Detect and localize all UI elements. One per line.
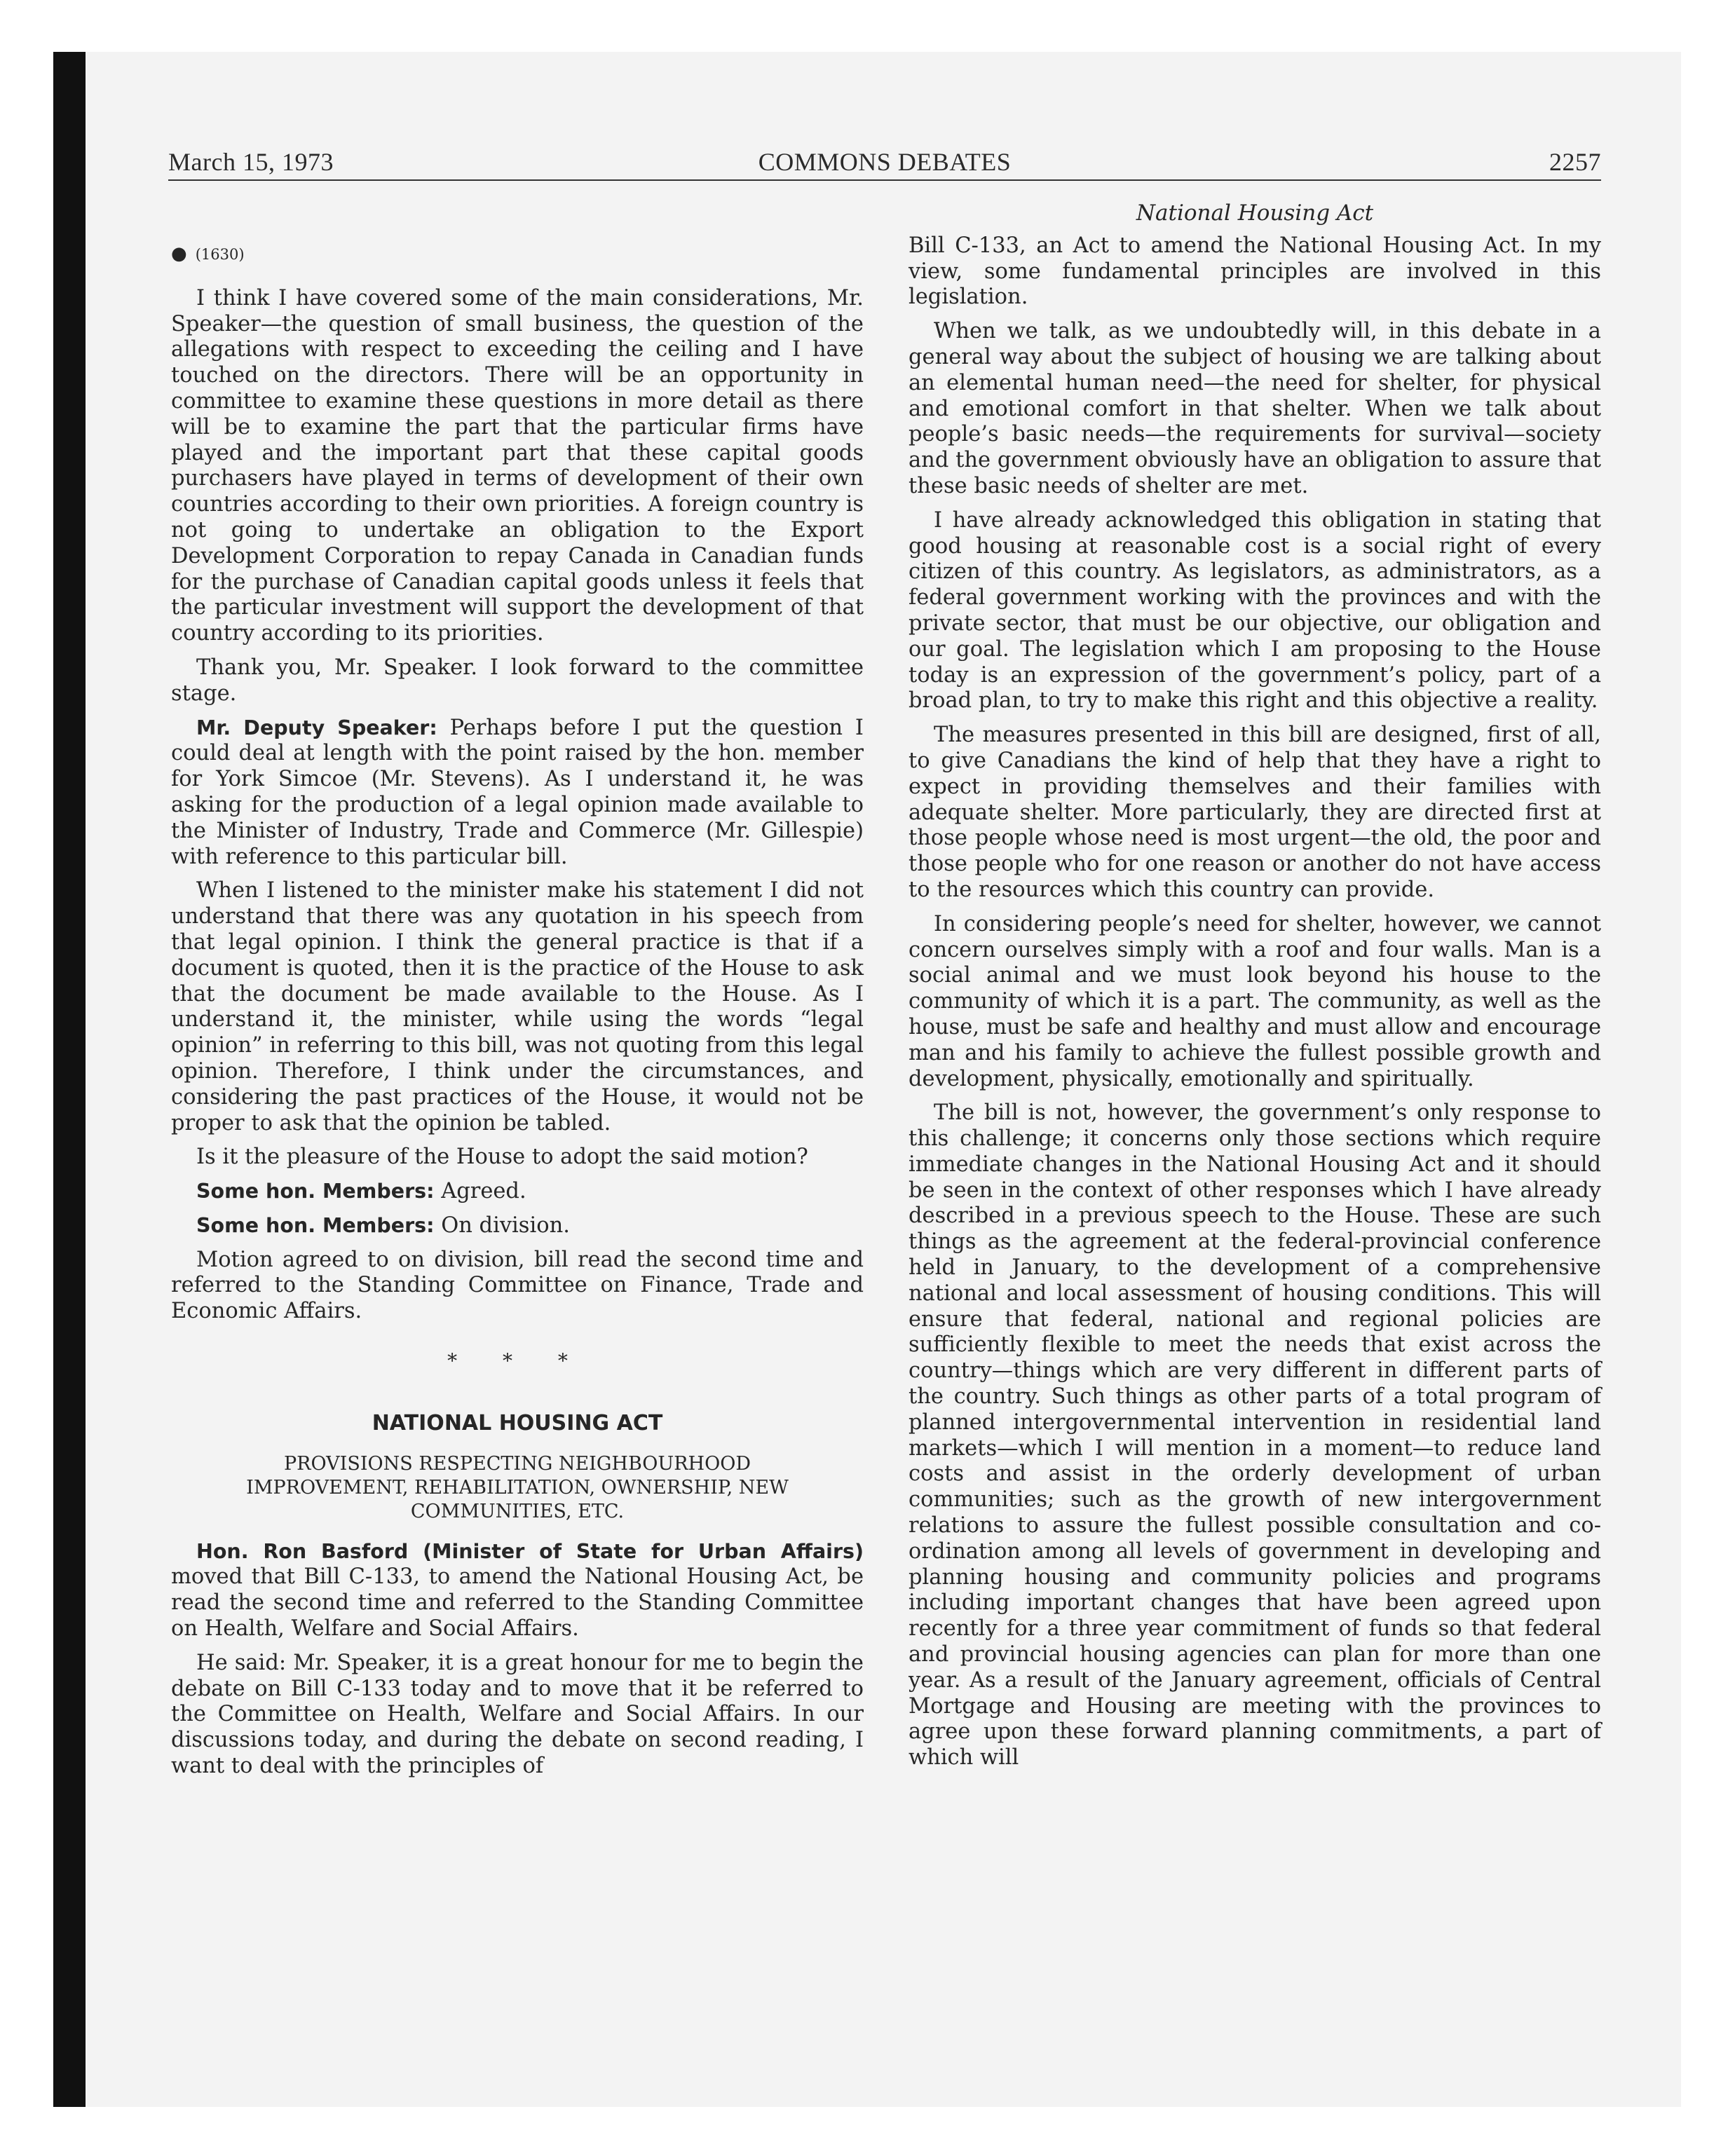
paragraph: Motion agreed to on division, bill read the second time and referred to the Standing Committee on Finance, Trade and Economic Affairs. (171, 1247, 864, 1324)
paragraph: In considering people’s need for shelter, however, we cannot concern ourselves simply with a roof and four walls. Man is a social animal and we must look beyond his house to the community of which it is a part. The community, as well as the house, must be safe and healthy and must allow and encourage man and his family to achieve the fullest possible growth and development, physically, emotionally and spiritually. (909, 911, 1601, 1091)
paragraph: The measures presented in this bill are designed, first of all, to give Canadians the kind of help that they have a right to expect in providing themselves and their families with adequate shelter. More particularly, they are directed first at those people whose need is most urgent—the old, the poor and those people who for one reason or another do not have access to the resources which this country can provide. (909, 723, 1601, 902)
paragraph: Is it the pleasure of the House to adopt the said motion? (196, 1145, 808, 1170)
paragraph: When I listened to the minister make his statement I did not understand that there was any quotation in his speech from that legal opinion. I think the general practice is that if a document is quoted, then it is the practice of the House to ask that the document be made available to the House. As I understand it, the minister, while using the words “legal opinion” in referring to this bill, was not quoting from this legal opinion. Therefore, I think under the circumstances, and considering the past practices of the House, it would not be proper to ask that the opinion be tabled. (171, 878, 864, 1135)
binding-edge (53, 52, 86, 2107)
section-subtitle: PROVISIONS RESPECTING NEIGHBOURHOOD IMPROVEMENT, REHABILITATION, OWNERSHIP, NEW COMMUNITIES, ETC. (246, 1452, 789, 1522)
bullet-icon: ● (171, 243, 187, 264)
speaker-name: Mr. Deputy Speaker: (196, 716, 437, 739)
page-header (168, 144, 1601, 181)
time-marker (171, 241, 864, 268)
speech-text: moved that Bill C-133, to amend the National Housing Act, be read the second time and referred to the Standing Committee on Health, Welfare and Social Affairs. (171, 1564, 864, 1642)
speech-paragraph (171, 1179, 864, 1205)
paragraph: He said: Mr. Speaker, it is a great honour for me to begin the debate on Bill C-133 today and to move that it be referred to the Committee on Health, Welfare and Social Affairs. In our discussions today, and during the debate on second reading, I want to deal with the principles of (171, 1650, 864, 1779)
paragraph: When we talk, as we undoubtedly will, in this debate in a general way about the subject of housing we are talking about an elemental human need—the need for shelter, for physical and emotional comfort in that shelter. When we talk about people’s basic needs—the requirements for survival—society and the government obviously have an obligation to assure that these basic needs of shelter are met. (909, 319, 1601, 498)
speech-paragraph (171, 716, 864, 871)
section-title: NATIONAL HOUSING ACT (372, 1410, 663, 1435)
paragraph: Thank you, Mr. Speaker. I look forward to the committee stage. (171, 655, 864, 706)
speaker-name: Hon. Ron Basford (Minister of State for Urban Affairs) (196, 1539, 864, 1563)
speech-text: Perhaps before I put the question I could deal at length with the point raised by the hon. member for York Simcoe (Mr. Stevens). As I understand it, he was asking for the production of a legal opinion made available to the Minister of Industry, Trade and Commerce (Mr. Gillespie) with reference to this particular bill. (171, 715, 864, 869)
speaker-name: Some hon. Members: (196, 1180, 435, 1203)
left-column (171, 189, 864, 1788)
speaker-name: Some hon. Members: (196, 1213, 435, 1237)
header-date: March 15, 1973 (168, 148, 334, 176)
paragraph: The bill is not, however, the government’s only response to this challenge; it concerns only those sections which require immediate changes in the National Housing Act and it should be seen in the context of other responses which I have already described in a previous speech to the House. These are such things as the agreement at the federal-provincial conference held in January, to the development of a comprehensive national and local assessment of housing conditions. This will ensure that federal, national and regional policies are sufficiently flexible to meet the needs that exist across the country—things which are very different in different parts of the country. Such things as other parts of a total program of planned intergovernmental intervention in residential land markets—which I will mention in a moment—to reduce land costs and assist in the orderly development of urban communities; such as the growth of new intergovernment relations to assure the fullest possible consultation and co-ordination among all levels of government in developing and planning housing and community policies and programs including important changes that have been agreed upon recently for a three year commitment of funds so that federal and provincial housing agencies can plan for more than one year. As a result of the January agreement, officials of Central Mortgage and Housing are meeting with the provinces to agree upon these forward planning commitments, a part of which will (909, 1100, 1601, 1770)
header-page-number: 2257 (1549, 148, 1601, 176)
speech-text: On division. (441, 1213, 570, 1238)
section-break: * * * (447, 1349, 587, 1373)
speech-text: Agreed. (441, 1179, 526, 1204)
speech-paragraph (171, 1539, 864, 1642)
time-marker-label: (1630) (195, 246, 245, 263)
paragraph: I think I have covered some of the main considerations, Mr. Speaker—the question of small business, the question of the allegations with respect to exceeding the ceiling and I have touched on the directors. There will be an opportunity in committee to examine these questions in more detail as there will be to examine the part that the particular firms have played and the important part that these capital goods purchasers have played in terms of development of their own countries according to their own priorities. A foreign country is not going to undertake an obligation to the Export Development Corporation to repay Canada in Canadian funds for the purchase of Canadian capital goods unless it feels that the particular investment will support the development of that country according to its priorities. (171, 285, 864, 646)
running-head: National Housing Act (1136, 200, 1374, 226)
paragraph: Bill C-133, an Act to amend the National Housing Act. In my view, some fundamental principles are involved in this legislation. (909, 233, 1601, 310)
paragraph: I have already acknowledged this obligation in stating that good housing at reasonable cost is a social right of every citizen of this country. As legislators, as administrators, as a federal government working with the provinces and with the private sector, that must be our objective, our obligation and our goal. The legislation which I am proposing to the House today is an expression of the government’s policy, part of a broad plan, to try to make this right and this objective a reality. (909, 507, 1601, 714)
header-publication-title: COMMONS DEBATES (758, 148, 1012, 176)
speech-paragraph (171, 1213, 864, 1239)
right-column (909, 189, 1601, 1780)
